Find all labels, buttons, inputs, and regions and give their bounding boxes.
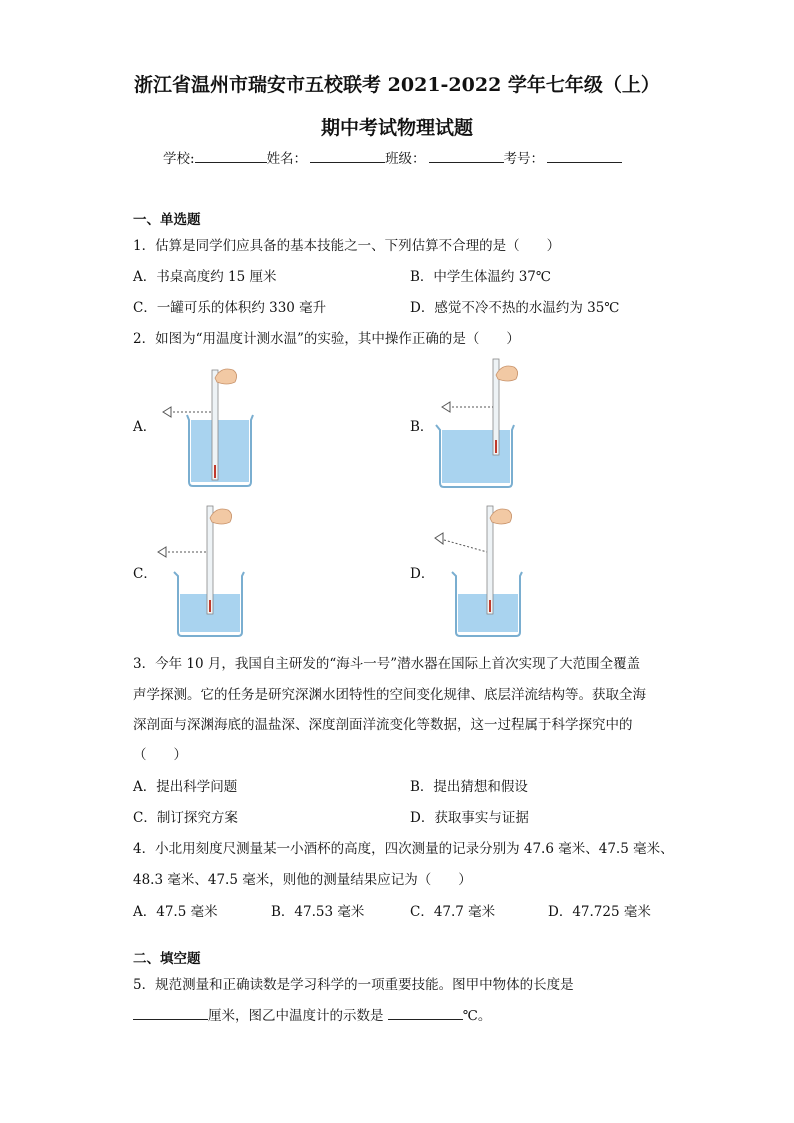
eye-icon	[163, 407, 171, 417]
q3-line4: （ ）	[133, 747, 187, 763]
q3-option-d[interactable]: D．获取事实与证据	[410, 810, 529, 826]
q5-line1: 5．规范测量和正确读数是学习科学的一项重要技能。图甲中物体的长度是	[133, 977, 574, 993]
section-title-single-choice: 一、单选题	[133, 212, 201, 228]
school-blank[interactable]	[195, 148, 267, 163]
q2-option-a[interactable]: A．	[133, 419, 157, 435]
thermometer-liquid	[495, 440, 497, 453]
q5-line2-mid: 厘米，图乙中温度计的示数是	[208, 1008, 384, 1024]
q2-figure-c	[152, 500, 262, 640]
class-label: 班级：	[385, 151, 426, 167]
thermometer-liquid	[214, 465, 216, 478]
q2-option-c[interactable]: C．	[133, 566, 157, 582]
q2-figure-d	[430, 500, 540, 640]
q3-line2: 声学探测。它的任务是研究深渊水团特性的空间变化规律、底层洋流结构等。获取全海	[133, 687, 646, 703]
class-blank[interactable]	[429, 148, 504, 163]
q5-line2	[133, 1004, 491, 1024]
thermometer-liquid	[489, 600, 491, 612]
info-fields	[163, 147, 622, 167]
q2-figure-b	[430, 355, 540, 490]
water	[191, 420, 249, 482]
q1-option-b[interactable]: B．中学生体温约 37℃	[410, 269, 551, 285]
exam-no-blank[interactable]	[547, 148, 622, 163]
q3-option-a[interactable]: A．提出科学问题	[133, 779, 238, 795]
q1-option-a[interactable]: A．书桌高度约 15 厘米	[133, 269, 277, 285]
q3-option-b[interactable]: B．提出猜想和假设	[410, 779, 528, 795]
q4-option-c[interactable]: C．47.7 毫米	[410, 904, 496, 920]
paper-title-line2: 期中考试物理试题	[320, 117, 473, 139]
q3-line1: 3．今年 10 月，我国自主研发的“海斗一号”潜水器在国际上首次实现了大范围全覆盖	[133, 656, 641, 672]
q2-figure-a	[155, 360, 260, 490]
q4-option-d[interactable]: D．47.725 毫米	[548, 904, 651, 920]
q4-option-b[interactable]: B．47.53 毫米	[271, 904, 365, 920]
thermometer-liquid	[209, 600, 211, 612]
eye-icon	[442, 402, 450, 412]
q4-option-a[interactable]: A．47.5 毫米	[133, 904, 218, 920]
sight-line	[444, 540, 487, 552]
q5-temperature-blank[interactable]	[388, 1005, 463, 1020]
section-title-fill-in: 二、填空题	[133, 951, 201, 967]
name-label: 姓名：	[266, 151, 308, 167]
name-blank[interactable]	[310, 148, 385, 163]
school-label: 学校:	[163, 151, 195, 167]
paper-title-line1: 浙江省温州市瑞安市五校联考 2021-2022 学年七年级（上）	[134, 74, 660, 96]
exam-no-label: 考号：	[503, 151, 545, 167]
q3-line3: 深剖面与深渊海底的温盐深、深度剖面洋流变化等数据，这一过程属于科学探究中的	[133, 717, 633, 733]
q5-line2-end: ℃。	[462, 1008, 492, 1024]
q5-length-blank[interactable]	[133, 1005, 208, 1020]
water	[442, 430, 510, 483]
q3-option-c[interactable]: C．制订探究方案	[133, 810, 238, 826]
q1-option-c[interactable]: C．一罐可乐的体积约 330 毫升	[133, 300, 327, 316]
q1-stem: 1．估算是同学们应具备的基本技能之一、下列估算不合理的是（ ）	[133, 238, 561, 254]
thermometer	[212, 370, 218, 480]
q2-stem: 2．如图为“用温度计测水温”的实验，其中操作正确的是（ ）	[133, 331, 520, 347]
q4-line1: 4．小北用刻度尺测量某一小酒杯的高度，四次测量的记录分别为 47.6 毫米、47.5 毫米、	[133, 841, 674, 857]
eye-icon	[435, 533, 443, 544]
eye-icon	[158, 547, 166, 557]
q1-option-d[interactable]: D．感觉不冷不热的水温约为 35℃	[410, 300, 620, 316]
q2-option-d[interactable]: D．	[410, 566, 435, 582]
q2-option-b[interactable]: B．	[410, 419, 434, 435]
q4-line2: 48.3 毫米、47.5 毫米，则他的测量结果应记为（ ）	[133, 872, 472, 888]
